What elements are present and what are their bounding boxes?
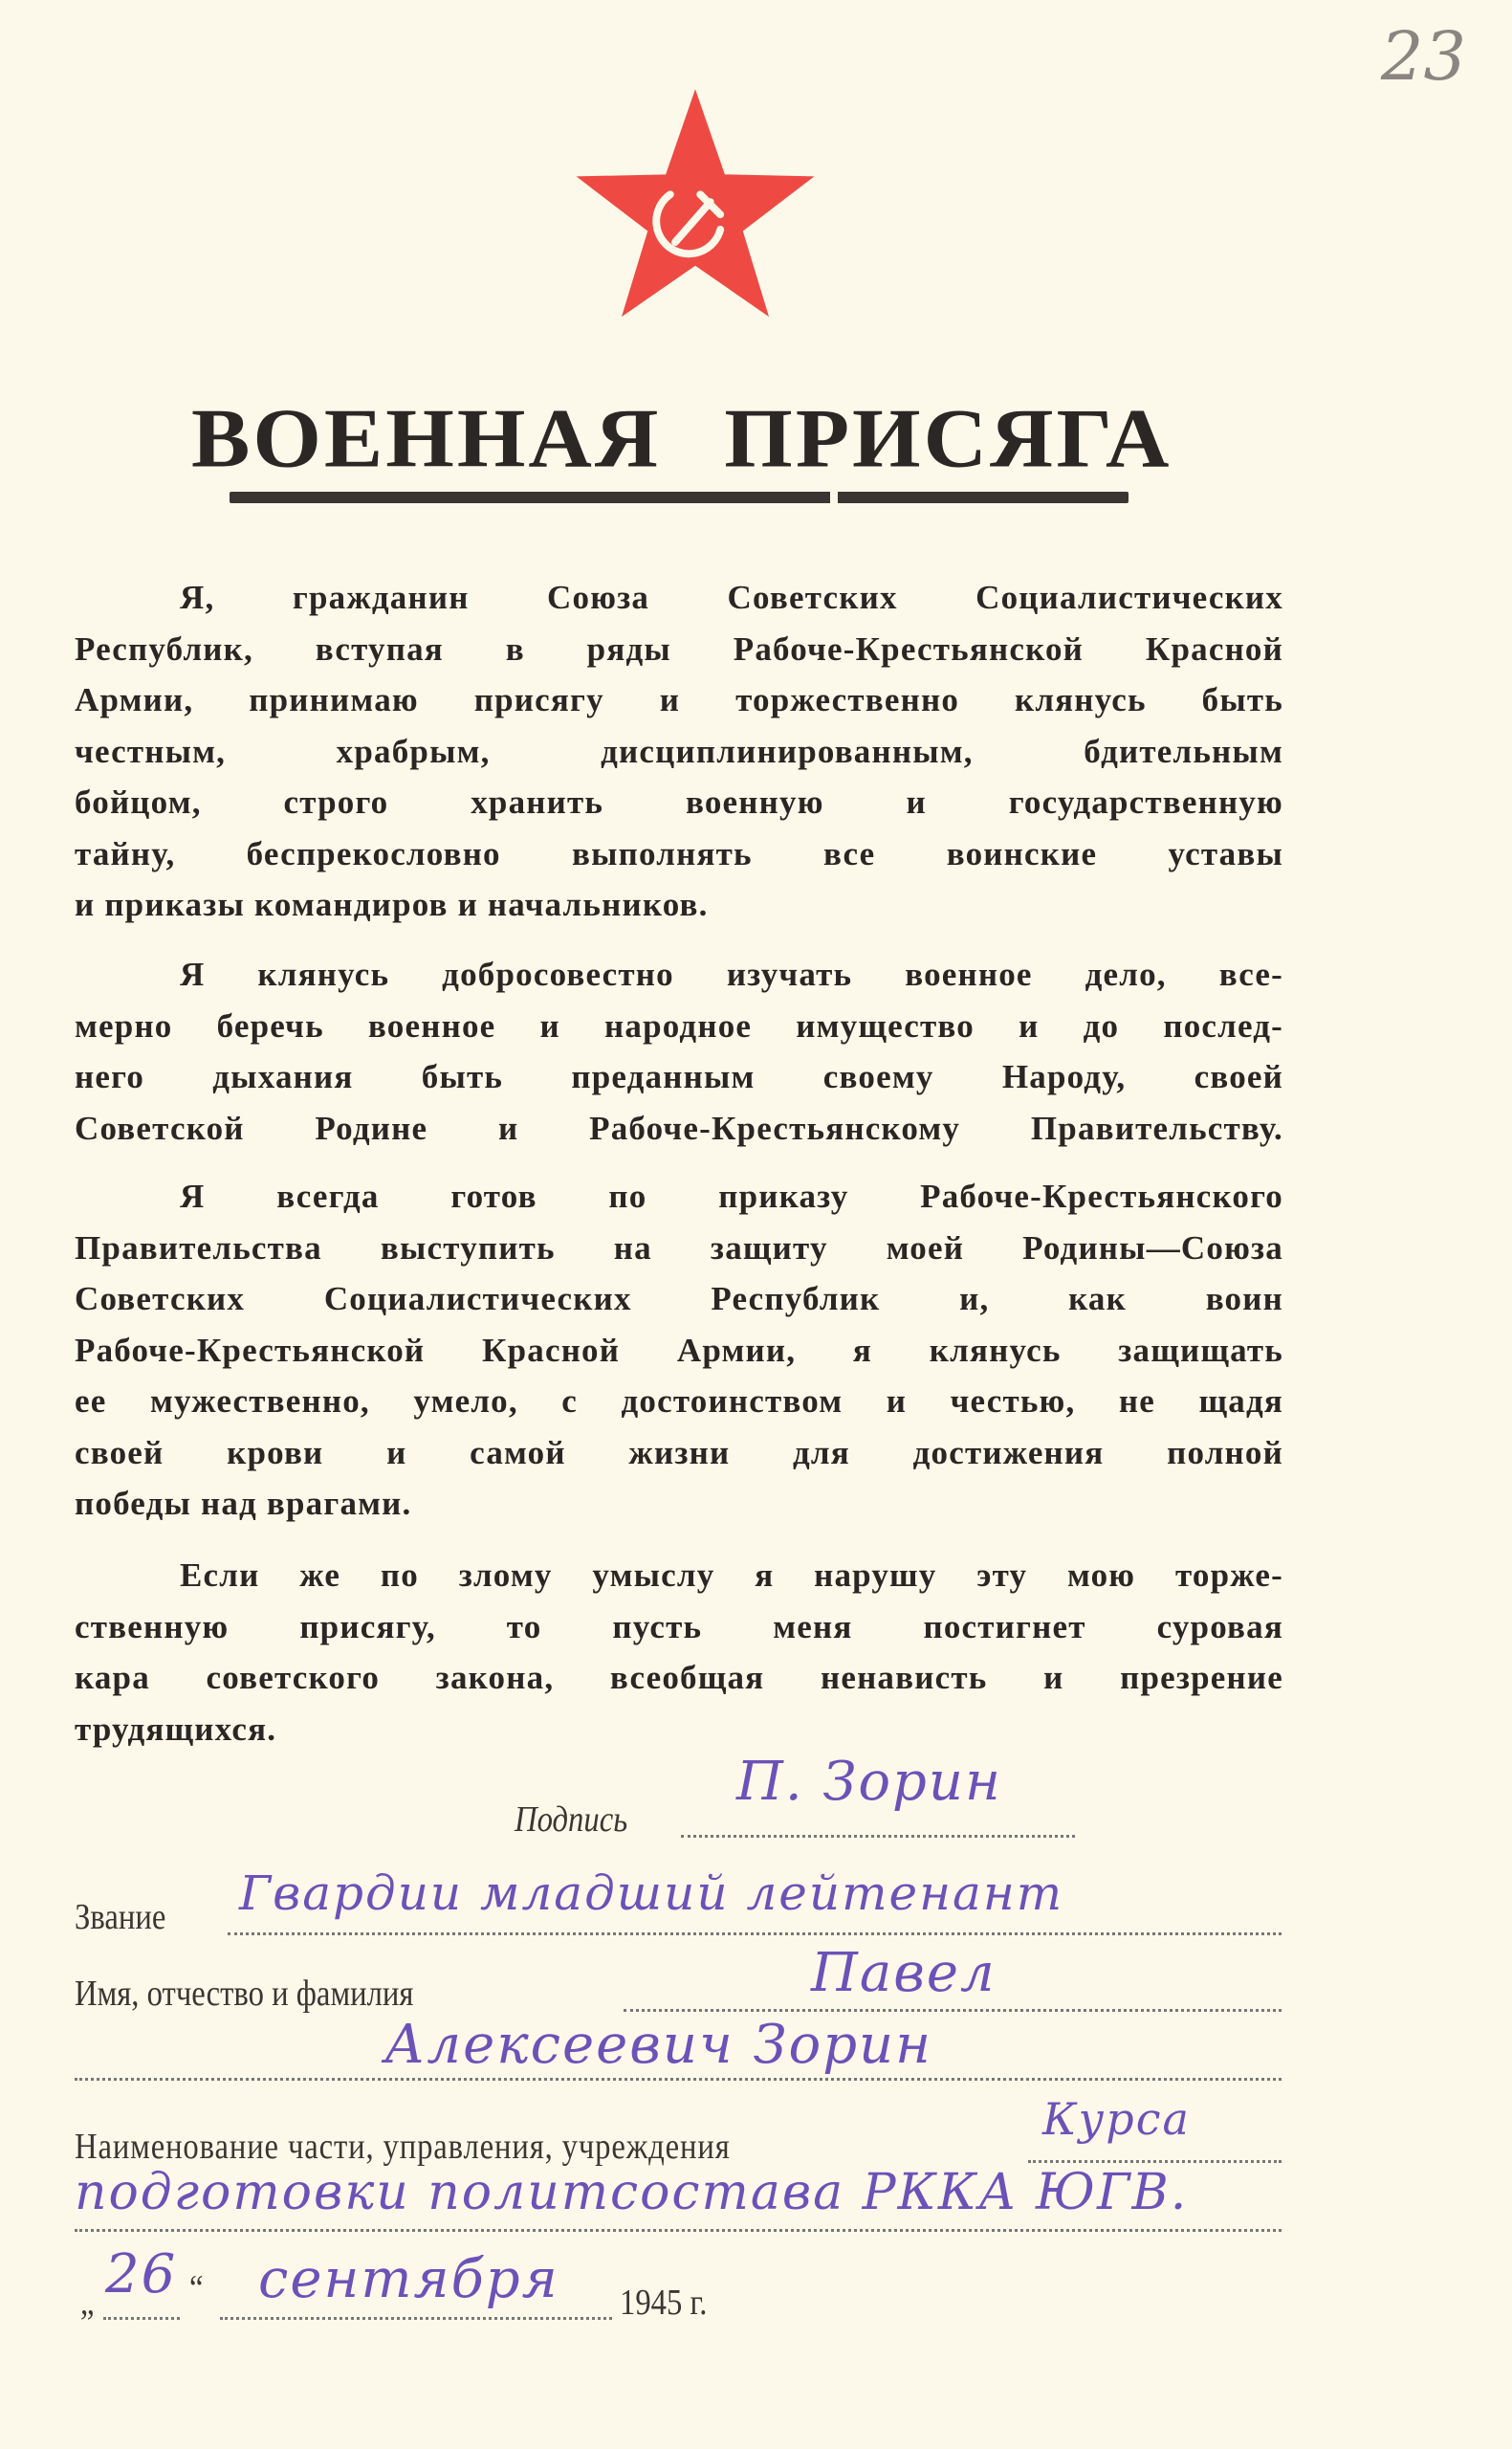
text-line: Я, гражданин Союза Советских Социалистических: [180, 579, 1283, 616]
text-line: кара советского закона, всеобщая ненависть и презрение: [75, 1659, 1283, 1696]
date-day-line: [103, 2317, 180, 2320]
text-line: Советских Социалистических Республик и, как воин: [75, 1280, 1283, 1317]
full-name-label: Имя, отчество и фамилия: [75, 1974, 414, 2014]
archive-page-number: 23: [1380, 17, 1466, 96]
text-line: него дыхания быть преданным своему Народу, своей: [75, 1058, 1283, 1095]
rank-handwritten: Гвардии младший лейтенант: [239, 1865, 1064, 1921]
signature-line: [681, 1835, 1075, 1838]
text-line: ственную присягу, то пусть меня постигнет суровая: [75, 1607, 1283, 1645]
signature-label: Подпись: [515, 1799, 628, 1840]
text-line: бойцом, строго хранить военную и государственную: [75, 783, 1283, 821]
date-month-line: [220, 2317, 612, 2320]
text-line: тайну, беспрекословно выполнять все воинские уставы: [75, 834, 1283, 872]
text-line: трудящихся.: [75, 1710, 277, 1748]
signature-handwritten: П. Зорин: [736, 1751, 1002, 1813]
text-line: Республик, вступая в ряды Рабоче-Крестьянской Красной: [75, 629, 1283, 668]
rank-label: Звание: [75, 1897, 166, 1937]
text-line: Советской Родине и Рабоче-Крестьянскому Правительству.: [75, 1109, 1283, 1147]
text-line: Армии, принимаю присягу и торжественно клянусь быть: [75, 681, 1283, 718]
text-line: победы над врагами.: [75, 1485, 412, 1522]
text-line: своей крови и самой жизни для достижения полной: [75, 1433, 1283, 1471]
full-name-line-1: [624, 2009, 1282, 2012]
full-name-line-2: [75, 2078, 1282, 2081]
text-line: Рабоче-Крестьянской Красной Армии, я клянусь защищать: [75, 1331, 1283, 1369]
date-close-quote: “: [189, 2268, 204, 2308]
document-title: ВОЕННАЯ ПРИСЯГА: [191, 391, 1172, 485]
unit-line-1: [1028, 2160, 1282, 2163]
text-line: мерно беречь военное и народное имущество и до послед-: [75, 1006, 1283, 1045]
text-line: Правительства выступить на защиту моей Родины—Союза: [75, 1228, 1283, 1267]
date-day-handwritten: 26: [105, 2243, 178, 2306]
red-star-emblem-icon: [570, 84, 821, 335]
text-line: Если же по злому умыслу я нарушу эту мою торже-: [180, 1556, 1283, 1594]
date-year: 1945 г.: [620, 2283, 708, 2323]
oath-paragraph-3: [75, 1171, 1283, 1530]
text-line: и приказы командиров и начальников.: [75, 886, 709, 923]
date-open-quote: „: [80, 2283, 95, 2323]
text-line: Я всегда готов по приказу Рабоче-Крестьянского: [180, 1178, 1283, 1215]
rank-line: [228, 1932, 1282, 1935]
oath-paragraph-2: [75, 949, 1283, 1154]
patronymic-surname-handwritten: Алексеевич Зорин: [384, 2014, 932, 2076]
oath-paragraph-1: [75, 572, 1283, 931]
unit-label: Наименование части, управления, учреждения: [75, 2127, 731, 2167]
first-name-handwritten: Павел: [811, 1942, 997, 2004]
text-line: честным, храбрым, дисциплинированным, бдительным: [75, 732, 1283, 770]
date-month-handwritten: сентября: [258, 2248, 559, 2310]
unit-line-2: [75, 2229, 1282, 2232]
unit-handwritten-1: Курса: [1042, 2093, 1191, 2145]
text-line: Я клянусь добросовестно изучать военное дело, все-: [180, 956, 1283, 993]
title-underline: [230, 492, 1129, 503]
unit-handwritten-2: подготовки политсостава РККА ЮГВ.: [75, 2164, 1189, 2221]
oath-paragraph-4: [75, 1550, 1283, 1754]
text-line: ее мужественно, умело, с достоинством и честью, не щадя: [75, 1382, 1283, 1420]
